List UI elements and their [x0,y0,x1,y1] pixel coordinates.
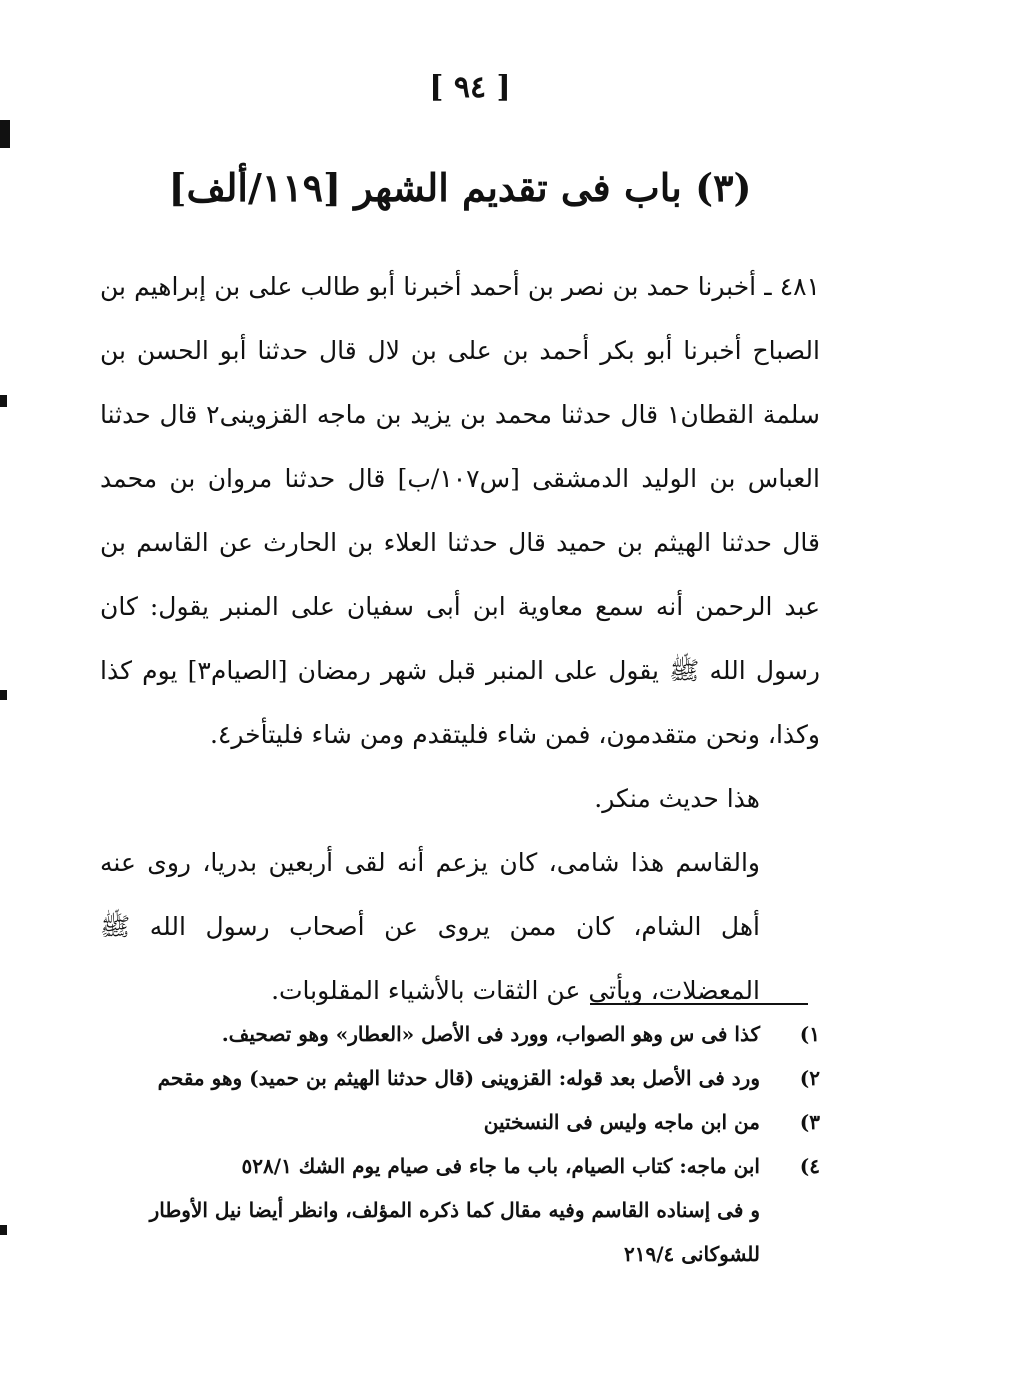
page-number: [ ٩٤ ] [429,70,511,105]
footnote-4 [100,1144,820,1188]
footnote-1 [100,1012,820,1056]
footnote-text: ورد فى الأصل بعد قوله: القزوينى (قال حدثنا الهيثم بن حميد) وهو مقحم [157,1066,760,1090]
footnote-separator [590,1003,808,1005]
footnote-4-continuation: و فى إسناده القاسم وفيه مقال كما ذكره المؤلف، وانظر أيضا نيل الأوطار [149,1198,760,1222]
footnote-4-continuation: للشوكانى ٢١٩/٤ [624,1242,760,1266]
footnote-number: ٣) [799,1110,820,1134]
footnote-2 [100,1056,820,1100]
footnote-text: ابن ماجه: كتاب الصيام، باب ما جاء فى صيام يوم الشك ٥٢٨/١ [241,1154,760,1178]
ruling-paragraph: هذا حديث منكر. [594,784,760,813]
footnote-number: ١) [799,1022,820,1046]
scan-edge-mark [0,1225,7,1235]
chapter-title: (٣) باب فى تقديم الشهر [١١٩/ألف] [168,165,752,210]
footnote-number: ٢) [799,1066,820,1090]
footnote-text: من ابن ماجه وليس فى النسختين [483,1110,760,1134]
scan-edge-mark [0,690,7,700]
scan-edge-mark [0,395,7,407]
scan-edge-mark [0,120,10,148]
commentary-paragraph: والقاسم هذا شامى، كان يزعم أنه لقى أربعين بدريا، روى عنه أهل الشام، كان ممن يروى عن أصحاب رسول الله ﷺ المعضلات، ويأتى عن الثقات بالأشياء المقلوبات. [100,848,760,1005]
footnote-3 [100,1100,820,1144]
footnotes [100,1012,820,1276]
hadith-paragraph: ٤٨١ ـ أخبرنا حمد بن نصر بن أحمد أخبرنا أبو طالب على بن إبراهيم بن الصباح أخبرنا أبو بكر أحمد بن على بن لال قال حدثنا أبو الحسن بن سلمة القطان١ قال حدثنا محمد بن يزيد بن ماجه القزوينى٢ قال حدثنا العباس بن الوليد الدمشقى [س١٠٧/ب] قال حدثنا مروان بن محمد قال حدثنا الهيثم بن حميد قال حدثنا العلاء بن الحارث عن القاسم بن عبد الرحمن أنه سمع معاوية ابن أبى سفيان على المنبر يقول: كان رسول الله ﷺ يقول على المنبر قبل شهر رمضان [الصيام٣] يوم كذا وكذا، ونحن متقدمون، فمن شاء فليتقدم ومن شاء فليتأخر٤. [100,272,821,749]
main-text [100,255,820,1023]
footnote-number: ٤) [799,1154,820,1178]
footnote-text: كذا فى س وهو الصواب، وورد فى الأصل «العطار» وهو تصحيف. [221,1022,760,1046]
